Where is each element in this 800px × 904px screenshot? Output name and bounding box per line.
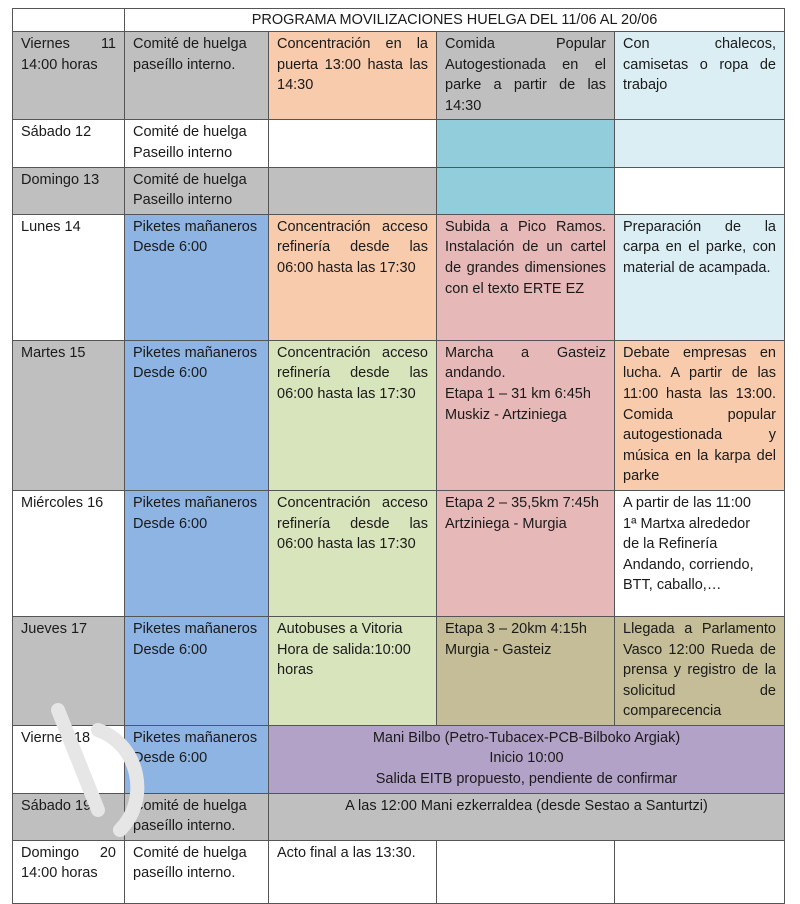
day-cell: Sábado 12	[13, 120, 125, 167]
table-row	[13, 793, 785, 840]
activity-cell: Comité de huelga Paseillo interno	[125, 120, 269, 167]
cell-line: Piketes mañaneros	[133, 218, 258, 235]
activity-cell: Concentración acceso refinería desde las 06:00 hasta las 17:30	[269, 340, 437, 490]
header-corner-cell	[13, 9, 125, 32]
cell-line: Hora de salida:10:00 horas	[277, 641, 411, 679]
day-cell: Domingo 20 14:00 horas	[13, 840, 125, 903]
day-cell: Miércoles 16	[13, 490, 125, 616]
table-row	[13, 490, 785, 616]
activity-cell: Comité de huelga paseíllo interno.	[125, 840, 269, 903]
table-row	[13, 32, 785, 120]
day-cell: Sábado 19	[13, 793, 125, 840]
activity-cell	[437, 120, 615, 167]
cell-line: Etapa 2 – 35,5km 7:45h	[445, 494, 599, 511]
schedule-title: PROGRAMA MOVILIZACIONES HUELGA DEL 11/06 AL 20/06	[125, 9, 785, 32]
table-row	[13, 120, 785, 167]
cell-line: Piketes mañaneros	[133, 494, 258, 511]
day-cell: Martes 15	[13, 340, 125, 490]
day-cell: Viernes 11 14:00 horas	[13, 32, 125, 120]
activity-cell	[125, 616, 269, 725]
activity-cell: Llegada a Parlamento Vasco 12:00 Rueda de prensa y registro de la solicitud de comparecencia	[615, 616, 785, 725]
activity-cell	[437, 840, 615, 903]
activity-cell	[437, 490, 615, 616]
merged-activity-cell	[269, 725, 785, 793]
table-row	[13, 340, 785, 490]
cell-line: 1ª Martxa alrededor	[623, 515, 751, 532]
cell-line: A las 12:00 Mani ezkerraldea (desde Sestao a Santurtzi)	[345, 797, 708, 814]
cell-line: Etapa 1 – 31 km 6:45h	[445, 385, 591, 402]
cell-line: Desde 6:00	[133, 239, 208, 256]
cell-line: Piketes mañaneros	[133, 344, 258, 361]
cell-line: Artziniega - Murgia	[445, 515, 567, 532]
day-cell: Jueves 17	[13, 616, 125, 725]
activity-cell: Comité de huelga paseíllo interno.	[125, 32, 269, 120]
cell-line: Muskiz - Artziniega	[445, 406, 567, 423]
activity-cell: Comida Popular Autogestionada en el parke a partir de las 14:30	[437, 32, 615, 120]
cell-line: Inicio 10:00	[489, 750, 564, 767]
activity-cell: Debate empresas en lucha. A partir de las 11:00 hasta las 13:00. Comida popular autogestionada y música en la karpa del parke	[615, 340, 785, 490]
cell-line: de la Refinería	[623, 536, 718, 553]
activity-cell	[125, 725, 269, 793]
table-row	[13, 214, 785, 340]
cell-line: Piketes mañaneros	[133, 729, 258, 746]
activity-cell	[615, 167, 785, 214]
activity-cell: Comité de huelga paseíllo interno.	[125, 793, 269, 840]
cell-line: Marcha a Gasteiz andando.	[445, 344, 606, 382]
activity-cell	[437, 616, 615, 725]
merged-activity-cell	[269, 793, 785, 840]
activity-cell: Concentración acceso refinería desde las 06:00 hasta las 17:30	[269, 490, 437, 616]
table-row	[13, 616, 785, 725]
cell-line: Mani Bilbo (Petro-Tubacex-PCB-Bilboko Argiak)	[372, 729, 681, 746]
table-row	[13, 840, 785, 903]
schedule-table	[12, 8, 785, 904]
cell-line: Autobuses a Vitoria	[277, 620, 403, 637]
cell-line: Salida EITB propuesto, pendiente de confirmar	[375, 771, 678, 788]
activity-cell	[125, 214, 269, 340]
activity-cell	[125, 340, 269, 490]
activity-cell: Comité de huelga Paseillo interno	[125, 167, 269, 214]
activity-cell	[437, 167, 615, 214]
activity-cell: Concentración acceso refinería desde las 06:00 hasta las 17:30	[269, 214, 437, 340]
activity-cell	[437, 340, 615, 490]
activity-cell: Acto final a las 13:30.	[269, 840, 437, 903]
cell-line: Murgia - Gasteiz	[445, 641, 552, 658]
day-cell: Domingo 13	[13, 167, 125, 214]
cell-line: Andando, corriendo,	[623, 556, 754, 573]
activity-cell	[615, 840, 785, 903]
cell-line: Desde 6:00	[133, 515, 208, 532]
activity-cell	[615, 120, 785, 167]
activity-cell	[269, 120, 437, 167]
cell-line: BTT, caballo,…	[623, 577, 722, 594]
activity-cell: Con chalecos, camisetas o ropa de trabajo	[615, 32, 785, 120]
day-cell: Lunes 14	[13, 214, 125, 340]
header-row	[13, 9, 785, 32]
cell-line: Desde 6:00	[133, 641, 208, 658]
cell-line: Desde 6:00	[133, 365, 208, 382]
cell-line: Desde 6:00	[133, 750, 208, 767]
cell-line: A partir de las 11:00	[623, 494, 751, 511]
activity-cell: Concentración en la puerta 13:00 hasta las 14:30	[269, 32, 437, 120]
day-cell: Viernes 18	[13, 725, 125, 793]
activity-cell	[269, 167, 437, 214]
cell-line: Etapa 3 – 20km 4:15h	[445, 620, 587, 637]
activity-cell	[615, 490, 785, 616]
table-row	[13, 725, 785, 793]
activity-cell: Subida a Pico Ramos. Instalación de un cartel de grandes dimensiones con el texto ERTE EZ	[437, 214, 615, 340]
activity-cell	[269, 616, 437, 725]
activity-cell: Preparación de la carpa en el parke, con material de acampada.	[615, 214, 785, 340]
cell-line: Piketes mañaneros	[133, 620, 258, 637]
table-row	[13, 167, 785, 214]
activity-cell	[125, 490, 269, 616]
